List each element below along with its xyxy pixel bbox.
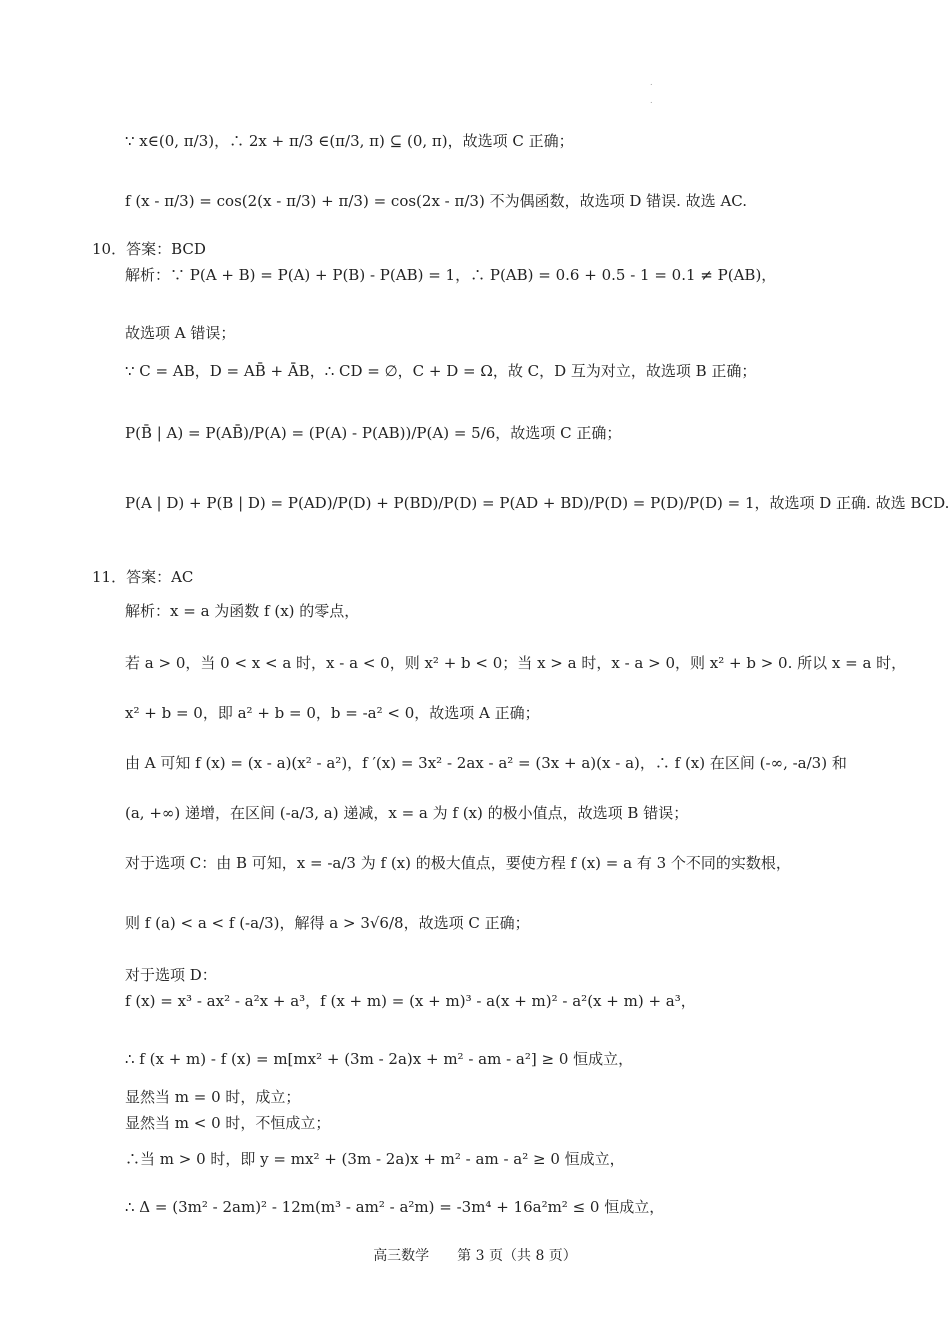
solution-line: 则 f (a) < a < f (-a/3)，解得 a > 3√6/8，故选项 C 正确；	[125, 914, 530, 932]
solution-line: (a, +∞) 递增，在区间 (-a/3, a) 递减，x = a 为 f (x) 的极小值点，故选项 B 错误；	[125, 804, 689, 822]
solution-line: 对于选项 C：由 B 可知，x = -a/3 为 f (x) 的极大值点，要使方程 f (x) = a 有 3 个不同的实数根，	[125, 854, 791, 872]
speck-mark: .	[650, 96, 653, 105]
solution-line: f (x - π/3) = cos(2(x - π/3) + π/3) = cos(2x - π/3) 不为偶函数，故选项 D 错误. 故选 AC.	[125, 192, 747, 210]
solution-line: 显然当 m < 0 时，不恒成立；	[125, 1114, 331, 1132]
solution-line: ∴当 m > 0 时，即 y = mx² + (3m - 2a)x + m² - am - a² ≥ 0 恒成立，	[125, 1150, 625, 1168]
solution-line: 对于选项 D：	[125, 966, 217, 984]
solution-line: P(B̄ | A) = P(AB̄)/P(A) = (P(A) - P(AB))/P(A) = 5/6，故选项 C 正确；	[125, 424, 622, 442]
solution-line: 由 A 可知 f (x) = (x - a)(x² - a²)，f ′(x) = 3x² - 2ax - a² = (3x + a)(x - a)，∴ f (x) 在区间 (-∞, -a/3) 和	[125, 754, 847, 772]
solution-line: 解析：∵ P(A + B) = P(A) + P(B) - P(AB) = 1，∴ P(AB) = 0.6 + 0.5 - 1 = 0.1 ≠ P(AB)，	[125, 266, 777, 284]
question-11-answer: 11．答案：AC	[92, 568, 194, 586]
solution-line: 显然当 m = 0 时，成立；	[125, 1088, 301, 1106]
page-footer: 高三数学 第 3 页（共 8 页）	[373, 1248, 577, 1264]
solution-line: x² + b = 0，即 a² + b = 0，b = -a² < 0，故选项 A 正确；	[125, 704, 540, 722]
solution-line: 若 a > 0，当 0 < x < a 时，x - a < 0，则 x² + b < 0；当 x > a 时，x - a > 0，则 x² + b > 0. 所以 x = a 时，	[125, 654, 907, 672]
solution-line: f (x) = x³ - ax² - a²x + a³，f (x + m) = (x + m)³ - a(x + m)² - a²(x + m) + a³，	[125, 992, 696, 1010]
solution-line: ∵ C = AB，D = AB̄ + ĀB，∴ CD = ∅，C + D = Ω，故 C，D 互为对立，故选项 B 正确；	[125, 362, 757, 380]
speck-mark: .	[650, 78, 653, 87]
solution-line: ∴ f (x + m) - f (x) = m[mx² + (3m - 2a)x + m² - am - a²] ≥ 0 恒成立，	[125, 1050, 634, 1068]
solution-line: 故选项 A 错误；	[125, 324, 236, 342]
solution-line: ∵ x∈(0, π/3)，∴ 2x + π/3 ∈(π/3, π) ⊆ (0, π)，故选项 C 正确；	[125, 132, 574, 150]
solution-line: P(A | D) + P(B | D) = P(AD)/P(D) + P(BD)/P(D) = P(AD + BD)/P(D) = P(D)/P(D) = 1，故选项 D 正确. 故选 BCD.	[125, 494, 950, 512]
solution-line: 解析：x = a 为函数 f (x) 的零点，	[125, 602, 360, 620]
solution-line: ∴ Δ = (3m² - 2am)² - 12m(m³ - am² - a²m) = -3m⁴ + 16a²m² ≤ 0 恒成立，	[125, 1198, 665, 1216]
question-10-answer: 10．答案：BCD	[92, 240, 206, 258]
